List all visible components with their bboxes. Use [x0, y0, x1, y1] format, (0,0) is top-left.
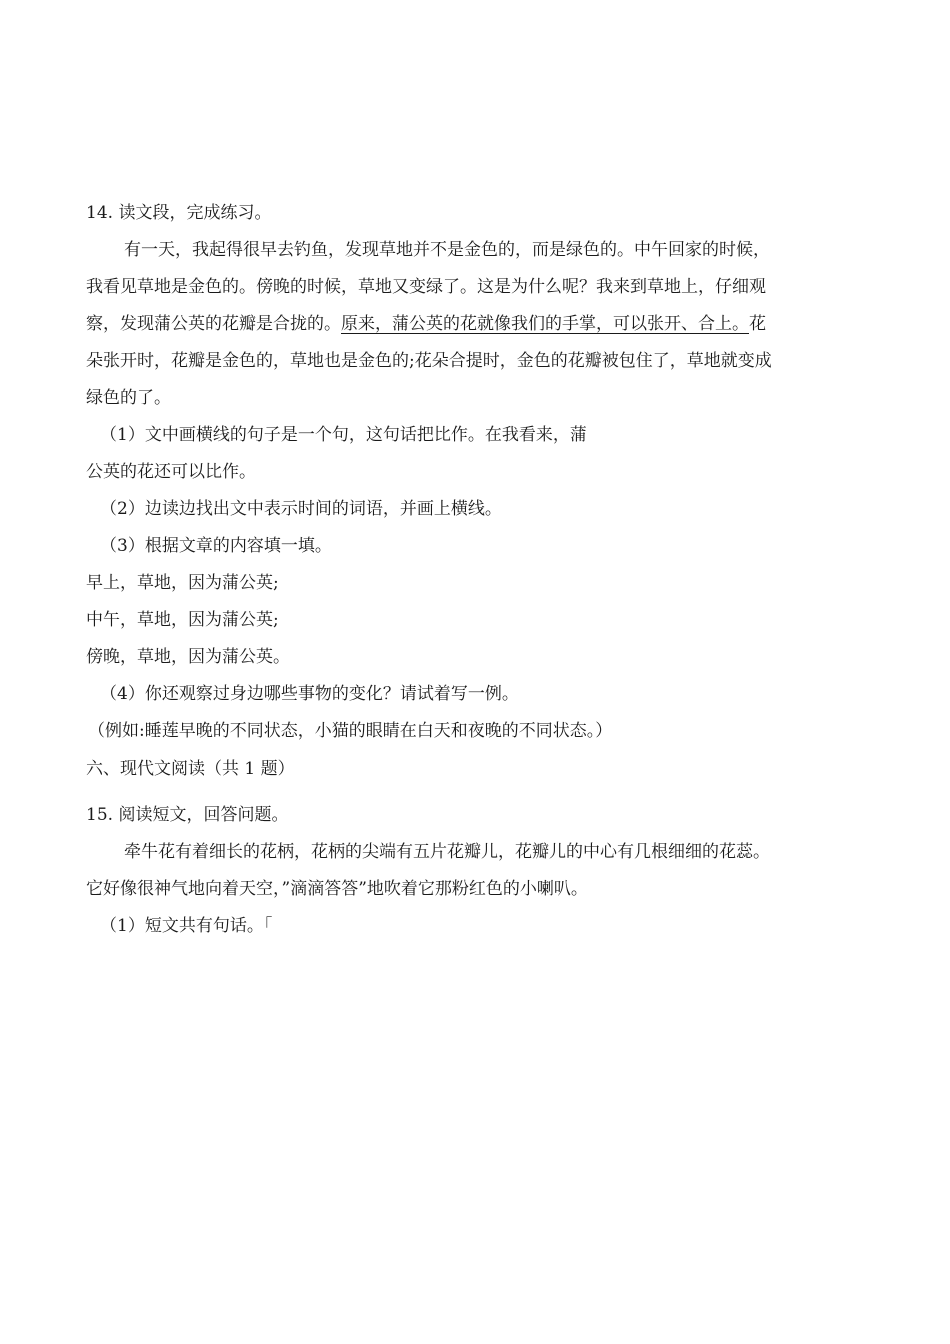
question-15-title: 15. 阅读短文，回答问题。 [86, 805, 289, 825]
q14-sub1-line-2: 公英的花还可以比作。 [86, 462, 256, 482]
q15-passage-line-2: 它好像很神气地向着天空，”滴滴答答”地吹着它那粉红色的小喇叭。 [86, 879, 588, 899]
q14-passage-line-4: 朵张开时，花瓣是金色的，草地也是金色的;花朵合提时，金色的花瓣被包住了，草地就变成 [86, 351, 772, 371]
underlined-sentence: 原来，蒲公英的花就像我们的手掌，可以张开、合上。 [341, 314, 749, 334]
q15-sub1: （1）短文共有句话。「 [100, 916, 273, 936]
q14-sub4-example: （例如:睡莲早晚的不同状态，小猫的眼睛在白天和夜晚的不同状态。） [88, 721, 613, 741]
q14-passage-line-3-post: 花 [749, 314, 766, 334]
q15-passage-line-1: 牵牛花有着细长的花柄，花柄的尖端有五片花瓣儿，花瓣儿的中心有几根细细的花蕊。 [124, 842, 770, 862]
q14-fill-morning: 早上，草地，因为蒲公英; [86, 573, 279, 593]
q14-passage-line-2: 我看见草地是金色的。傍晚的时候，草地又变绿了。这是为什么呢？我来到草地上，仔细观 [86, 277, 766, 297]
q14-sub3: （3）根据文章的内容填一填。 [100, 536, 332, 556]
q14-fill-noon: 中午，草地，因为蒲公英; [86, 610, 279, 630]
question-14-title: 14. 读文段，完成练习。 [86, 203, 272, 223]
q14-passage-line-3 [86, 312, 766, 336]
q14-sub1-line-1: （1）文中画横线的句子是一个句，这句话把比作。在我看来，蒲 [100, 425, 587, 445]
q14-passage-line-1: 有一天，我起得很早去钓鱼，发现草地并不是金色的，而是绿色的。中午回家的时候， [124, 240, 770, 260]
q14-sub4: （4）你还观察过身边哪些事物的变化？请试着写一例。 [100, 684, 519, 704]
q14-fill-evening: 傍晚，草地，因为蒲公英。 [86, 647, 290, 667]
q14-passage-line-3-pre: 察，发现蒲公英的花瓣是合拢的。 [86, 314, 341, 334]
q14-sub2: （2）边读边找出文中表示时间的词语，并画上横线。 [100, 499, 502, 519]
q14-passage-line-5: 绿色的了。 [86, 388, 171, 408]
section-6-heading: 六、现代文阅读（共 1 题） [86, 759, 295, 779]
